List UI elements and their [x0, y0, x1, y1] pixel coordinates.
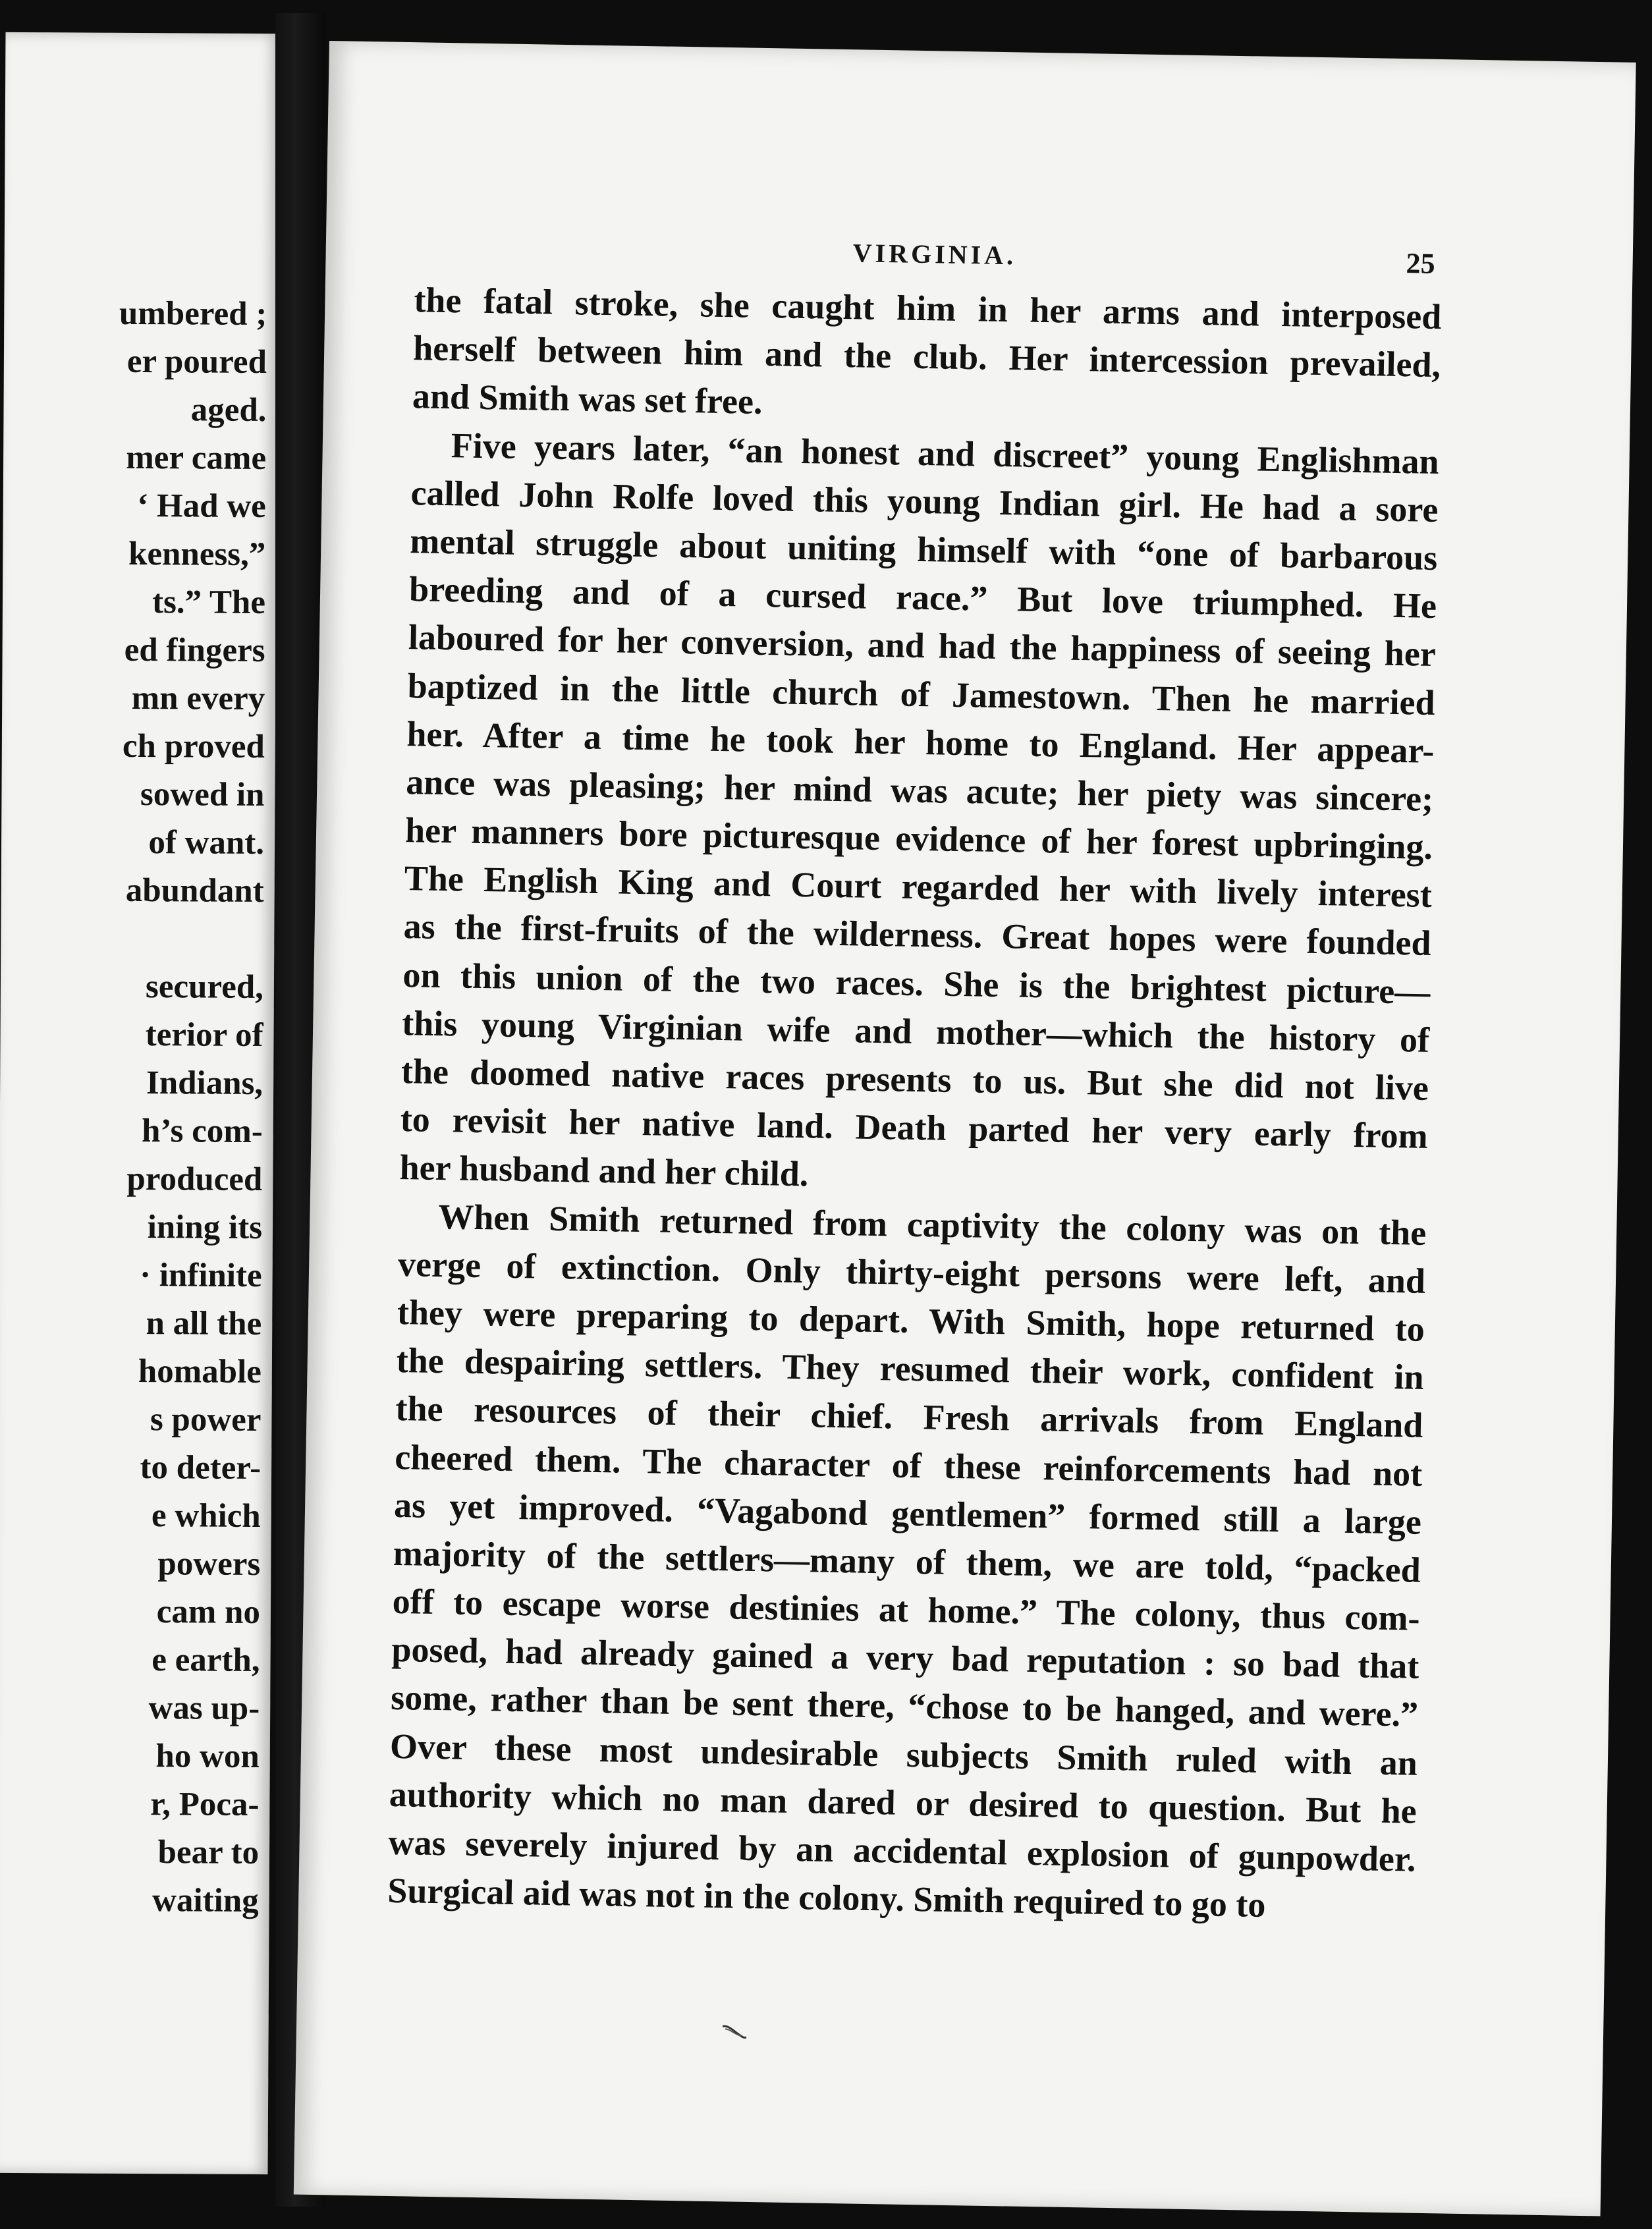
left-facing-page [0, 32, 279, 2174]
paragraph [412, 276, 1441, 437]
text-line: the fatal stroke, she caught him in her arms and interposed [414, 280, 1442, 337]
paragraph [387, 1192, 1427, 1933]
left-page-line: umbered ; [119, 294, 267, 333]
text-line: Five years later, “an honest and discreet” young Englishman [451, 425, 1440, 482]
left-page-line: homable [138, 1353, 262, 1390]
left-page-line: bear to [157, 1834, 260, 1871]
left-page-line: e earth, [151, 1641, 260, 1679]
text-line: breeding and of a cursed race.” But love triumphed. He [408, 569, 1437, 626]
left-page-line: of want. [148, 824, 265, 862]
text-line: as yet improved. “Vagabond gentlemen” formed still a large [393, 1485, 1422, 1542]
left-page-line: abundant [125, 871, 264, 910]
left-page-line: r, Poca- [150, 1786, 260, 1823]
text-line: some, rather than be sent there, “chose to be hanged, and were.” [390, 1678, 1419, 1735]
text-line: herself between him and the club. Her intercession prevailed, [412, 328, 1441, 385]
text-line: majority of the settlers—many of them, we are told, “packed [393, 1533, 1421, 1590]
text-line: mental struggle about uniting himself with “one of barbarous [409, 521, 1438, 578]
left-page-line: Indians, [146, 1064, 263, 1103]
text-line: to revisit her native land. Death parted her very early from [400, 1099, 1429, 1157]
text-line: her manners bore picturesque evidence of her forest upbringing. [404, 810, 1433, 867]
text-line: off to escape worse destinies at home.” The colony, thus com- [392, 1581, 1421, 1638]
text-line: the resources of their chief. Fresh arrivals from England [395, 1389, 1423, 1446]
left-page-line: was up- [148, 1690, 260, 1727]
text-line: and Smith was set free. [412, 376, 763, 422]
text-line: was severely injured by an accidental explosion of gunpowder. [388, 1822, 1416, 1879]
left-page-line: kenness,” [128, 535, 266, 574]
text-line: ance was pleasing; her mind was acute; her piety was sincere; [405, 761, 1434, 819]
left-page-line: ts.” The [151, 584, 266, 622]
left-page-line: mer came [126, 439, 267, 478]
text-line: this young Virginian wife and mother—which the history of [401, 1003, 1430, 1060]
left-page-text [0, 289, 267, 1925]
paragraph [399, 421, 1439, 1209]
left-page-line: e which [151, 1497, 261, 1535]
left-page-line: secured, [145, 968, 264, 1006]
page-number: 25 [1406, 247, 1436, 280]
text-line: When Smith returned from captivity the colony was on the [437, 1196, 1427, 1253]
left-page-line: to deter- [140, 1449, 262, 1487]
left-page-line: ‘ Had we [137, 487, 266, 526]
text-line: authority which no man dared or desired to question. But he [389, 1774, 1418, 1831]
text-line: cheered them. The character of these reinforcements had not [394, 1437, 1423, 1494]
text-line: the despairing settlers. They resumed their work, confident in [396, 1340, 1425, 1397]
ink-mark-icon [721, 2023, 748, 2040]
left-page-line [0, 914, 263, 964]
text-line: Surgical aid was not in the colony. Smith required to go to [387, 1871, 1266, 1925]
text-line: her husband and her child. [399, 1147, 809, 1194]
left-page-line: ining its [147, 1209, 263, 1246]
left-page-line: mn every [131, 679, 265, 718]
text-line: on this union of the two races. She is the brightest picture— [402, 954, 1431, 1012]
body-text [387, 276, 1442, 1932]
left-page-line: waiting [151, 1882, 259, 1919]
text-line: baptized in the little church of Jamestown. Then he married [407, 665, 1436, 723]
left-page-line: s power [150, 1401, 262, 1439]
text-line: Over these most undesirable subjects Smith ruled with an [389, 1726, 1418, 1783]
left-page-line: n all the [146, 1305, 262, 1342]
text-line: as the first-fruits of the wilderness. Great hopes were founded [403, 906, 1432, 964]
left-page-line: powers [157, 1545, 261, 1583]
left-page-line: cam no [156, 1593, 261, 1631]
text-line: The English King and Court regarded her with lively interest [404, 858, 1433, 916]
left-page-line: ed fingers [124, 631, 265, 670]
left-page-line: aged. [190, 391, 267, 429]
right-page [294, 41, 1636, 2216]
text-line: her. After a time he took her home to England. Her appear- [406, 713, 1435, 771]
left-page-line: produced [126, 1160, 263, 1199]
left-page-line: terior of [145, 1016, 263, 1055]
text-line: verge of extinction. Only thirty-eight persons were left, and [397, 1244, 1426, 1301]
left-page-line: ch proved [122, 727, 265, 766]
left-page-line: ho won [155, 1738, 260, 1775]
text-line: posed, had already gained a very bad reputation : so bad that [391, 1630, 1419, 1687]
left-page-line: · infinite [139, 1257, 262, 1294]
text-line: laboured for her conversion, and had the happiness of seeing her [408, 617, 1437, 674]
text-line: the doomed native races presents to us. But she did not live [400, 1051, 1429, 1108]
left-page-line: sowed in [140, 776, 265, 814]
left-page-line: er poured [126, 343, 267, 381]
left-page-line: h’s com- [141, 1113, 263, 1151]
text-line: they were preparing to depart. With Smith, hope returned to [397, 1292, 1425, 1349]
running-title: VIRGINIA. [852, 238, 1017, 271]
text-line: called John Rolfe loved this young Indian girl. He had a sore [410, 472, 1439, 530]
